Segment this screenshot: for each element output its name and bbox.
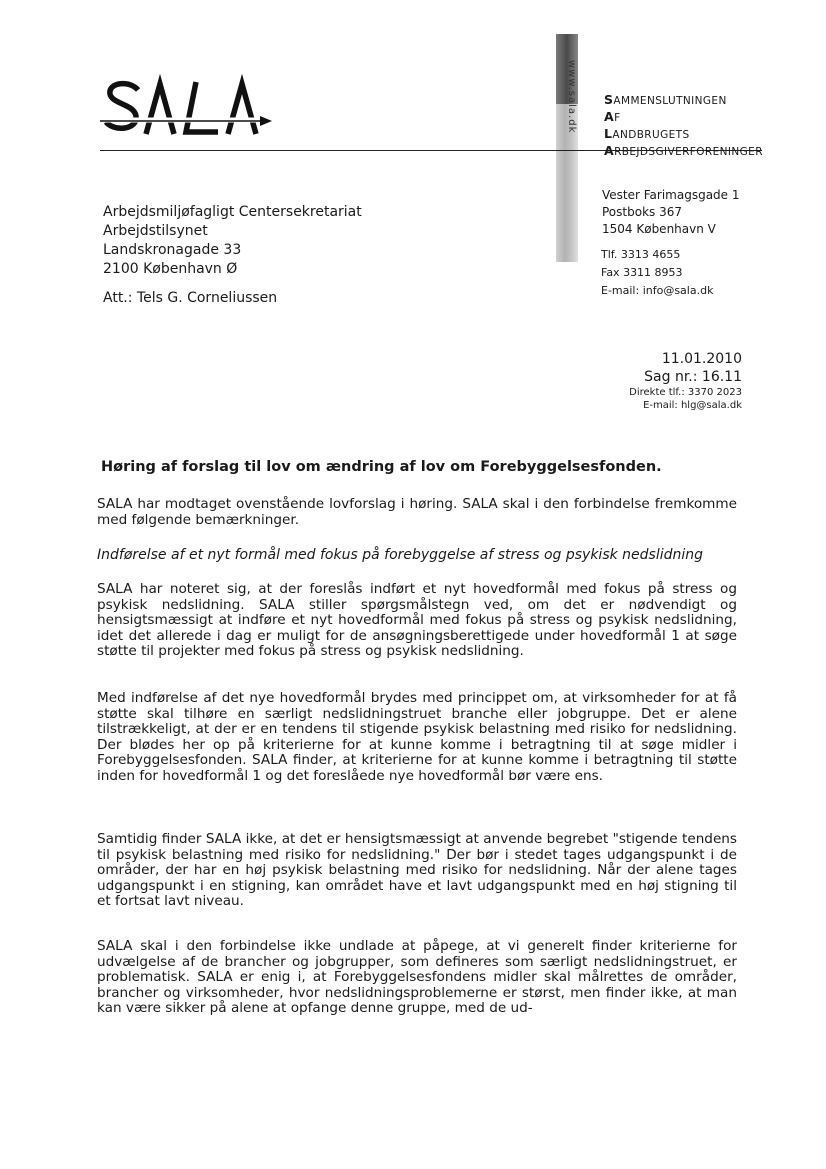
sender-contact <box>601 246 713 300</box>
recipient-line: Arbejdsmiljøfagligt Centersekretariat <box>103 204 362 220</box>
sala-logo <box>100 72 280 144</box>
body-paragraph: SALA har noteret sig, at der foreslås indført et nyt hovedformål med fokus på stress og psykisk nedslidning. SALA stiller spørgsmålstegn ved, om det er nødvendigt og hensigtsmæssigt at indføre et nyt hovedformål med fokus på stress og psykisk nedslidning, idet det allerede i dag er muligt for de ansøgningsberettigede under hovedformål 1 at søge støtte til projekter med fokus på stress og psykisk nedslidning. <box>97 581 737 659</box>
letter-date: 11.01.2010 <box>661 351 742 367</box>
sender-address <box>602 187 740 238</box>
date-block <box>629 350 742 412</box>
org-line: LANDBRUGETS <box>604 126 690 141</box>
recipient-line: 2100 København Ø <box>103 261 238 277</box>
body-paragraph: Samtidig finder SALA ikke, at det er hensigtsmæssigt at anvende begrebet "stigende tendens til psykisk belastning med risiko for nedslidning." Der bør i stedet tages udgangspunkt i de områder, der har en høj psykisk belastning med risiko for nedslidning. Når der alene tages udgangspunkt i en stigning, kan området have et lavt udgangspunkt med en høj stigning til et fortsat lavt niveau. <box>97 831 737 909</box>
direct-email: E-mail: hlg@sala.dk <box>643 400 742 411</box>
sender-street: Vester Farimagsgade 1 <box>602 188 740 202</box>
sender-email: E-mail: info@sala.dk <box>601 284 714 297</box>
org-line: AF <box>604 109 621 124</box>
body-paragraph: Med indførelse af det nye hovedformål brydes med princippet om, at virksomheder for at få støtte skal tilhøre en særligt nedslidningstruet branche eller jobgruppe. Det er alene tilstrækkeligt, at der er en tendens til stigende psykisk belastning med risiko for nedslidning. Der blødes her op på kriterierne for at kunne komme i betragtning til at søge midler i Forebyggelsesfonden. SALA finder, at kriterierne for at kunne komme i betragtning til støtte inden for hovedformål 1 og det foreslåede nye hovedformål bør være ens. <box>97 690 737 784</box>
org-line: ARBEJDSGIVERFORENINGER <box>604 143 763 158</box>
recipient-line: Arbejdstilsynet <box>103 223 208 239</box>
sidebar-watermark: www.sala.dk <box>566 60 577 134</box>
body-paragraph: SALA skal i den forbindelse ikke undlade at påpege, at vi generelt finder kriterierne for udvælgelse af de brancher og jobgrupper, som defineres som særligt nedslidningstruet, er problematisk. SALA er enig i, at Forebyggelsesfondens midler skal målrettes de områder, brancher og virksomheder, hvor nedslidningsproblemerne er størst, men finder ikke, at man kan være sikker på alene at opfange denne gruppe, med de ud- <box>97 938 737 1016</box>
case-number: Sag nr.: 16.11 <box>644 369 742 385</box>
recipient-address <box>103 203 362 279</box>
org-line: SAMMENSLUTNINGEN <box>604 92 727 107</box>
letter-title: Høring af forslag til lov om ændring af lov om Forebyggelsesfonden. <box>101 459 662 475</box>
intro-paragraph: SALA har modtaget ovenstående lovforslag i høring. SALA skal i den forbindelse fremkomme med følgende bemærkninger. <box>97 496 737 528</box>
attention-line: Att.: Tels G. Corneliussen <box>103 290 278 306</box>
direct-phone: Direkte tlf.: 3370 2023 <box>629 387 742 398</box>
recipient-line: Landskronagade 33 <box>103 242 242 258</box>
sender-city: 1504 København V <box>602 222 716 236</box>
section-subheading: Indførelse af et nyt formål med fokus på forebyggelse af stress og psykisk nedslidning <box>97 547 704 563</box>
sender-fax: Fax 3311 8953 <box>601 266 683 279</box>
sender-pobox: Postboks 367 <box>602 205 682 219</box>
organization-name <box>604 92 763 160</box>
sender-phone: Tlf. 3313 4655 <box>601 248 681 261</box>
